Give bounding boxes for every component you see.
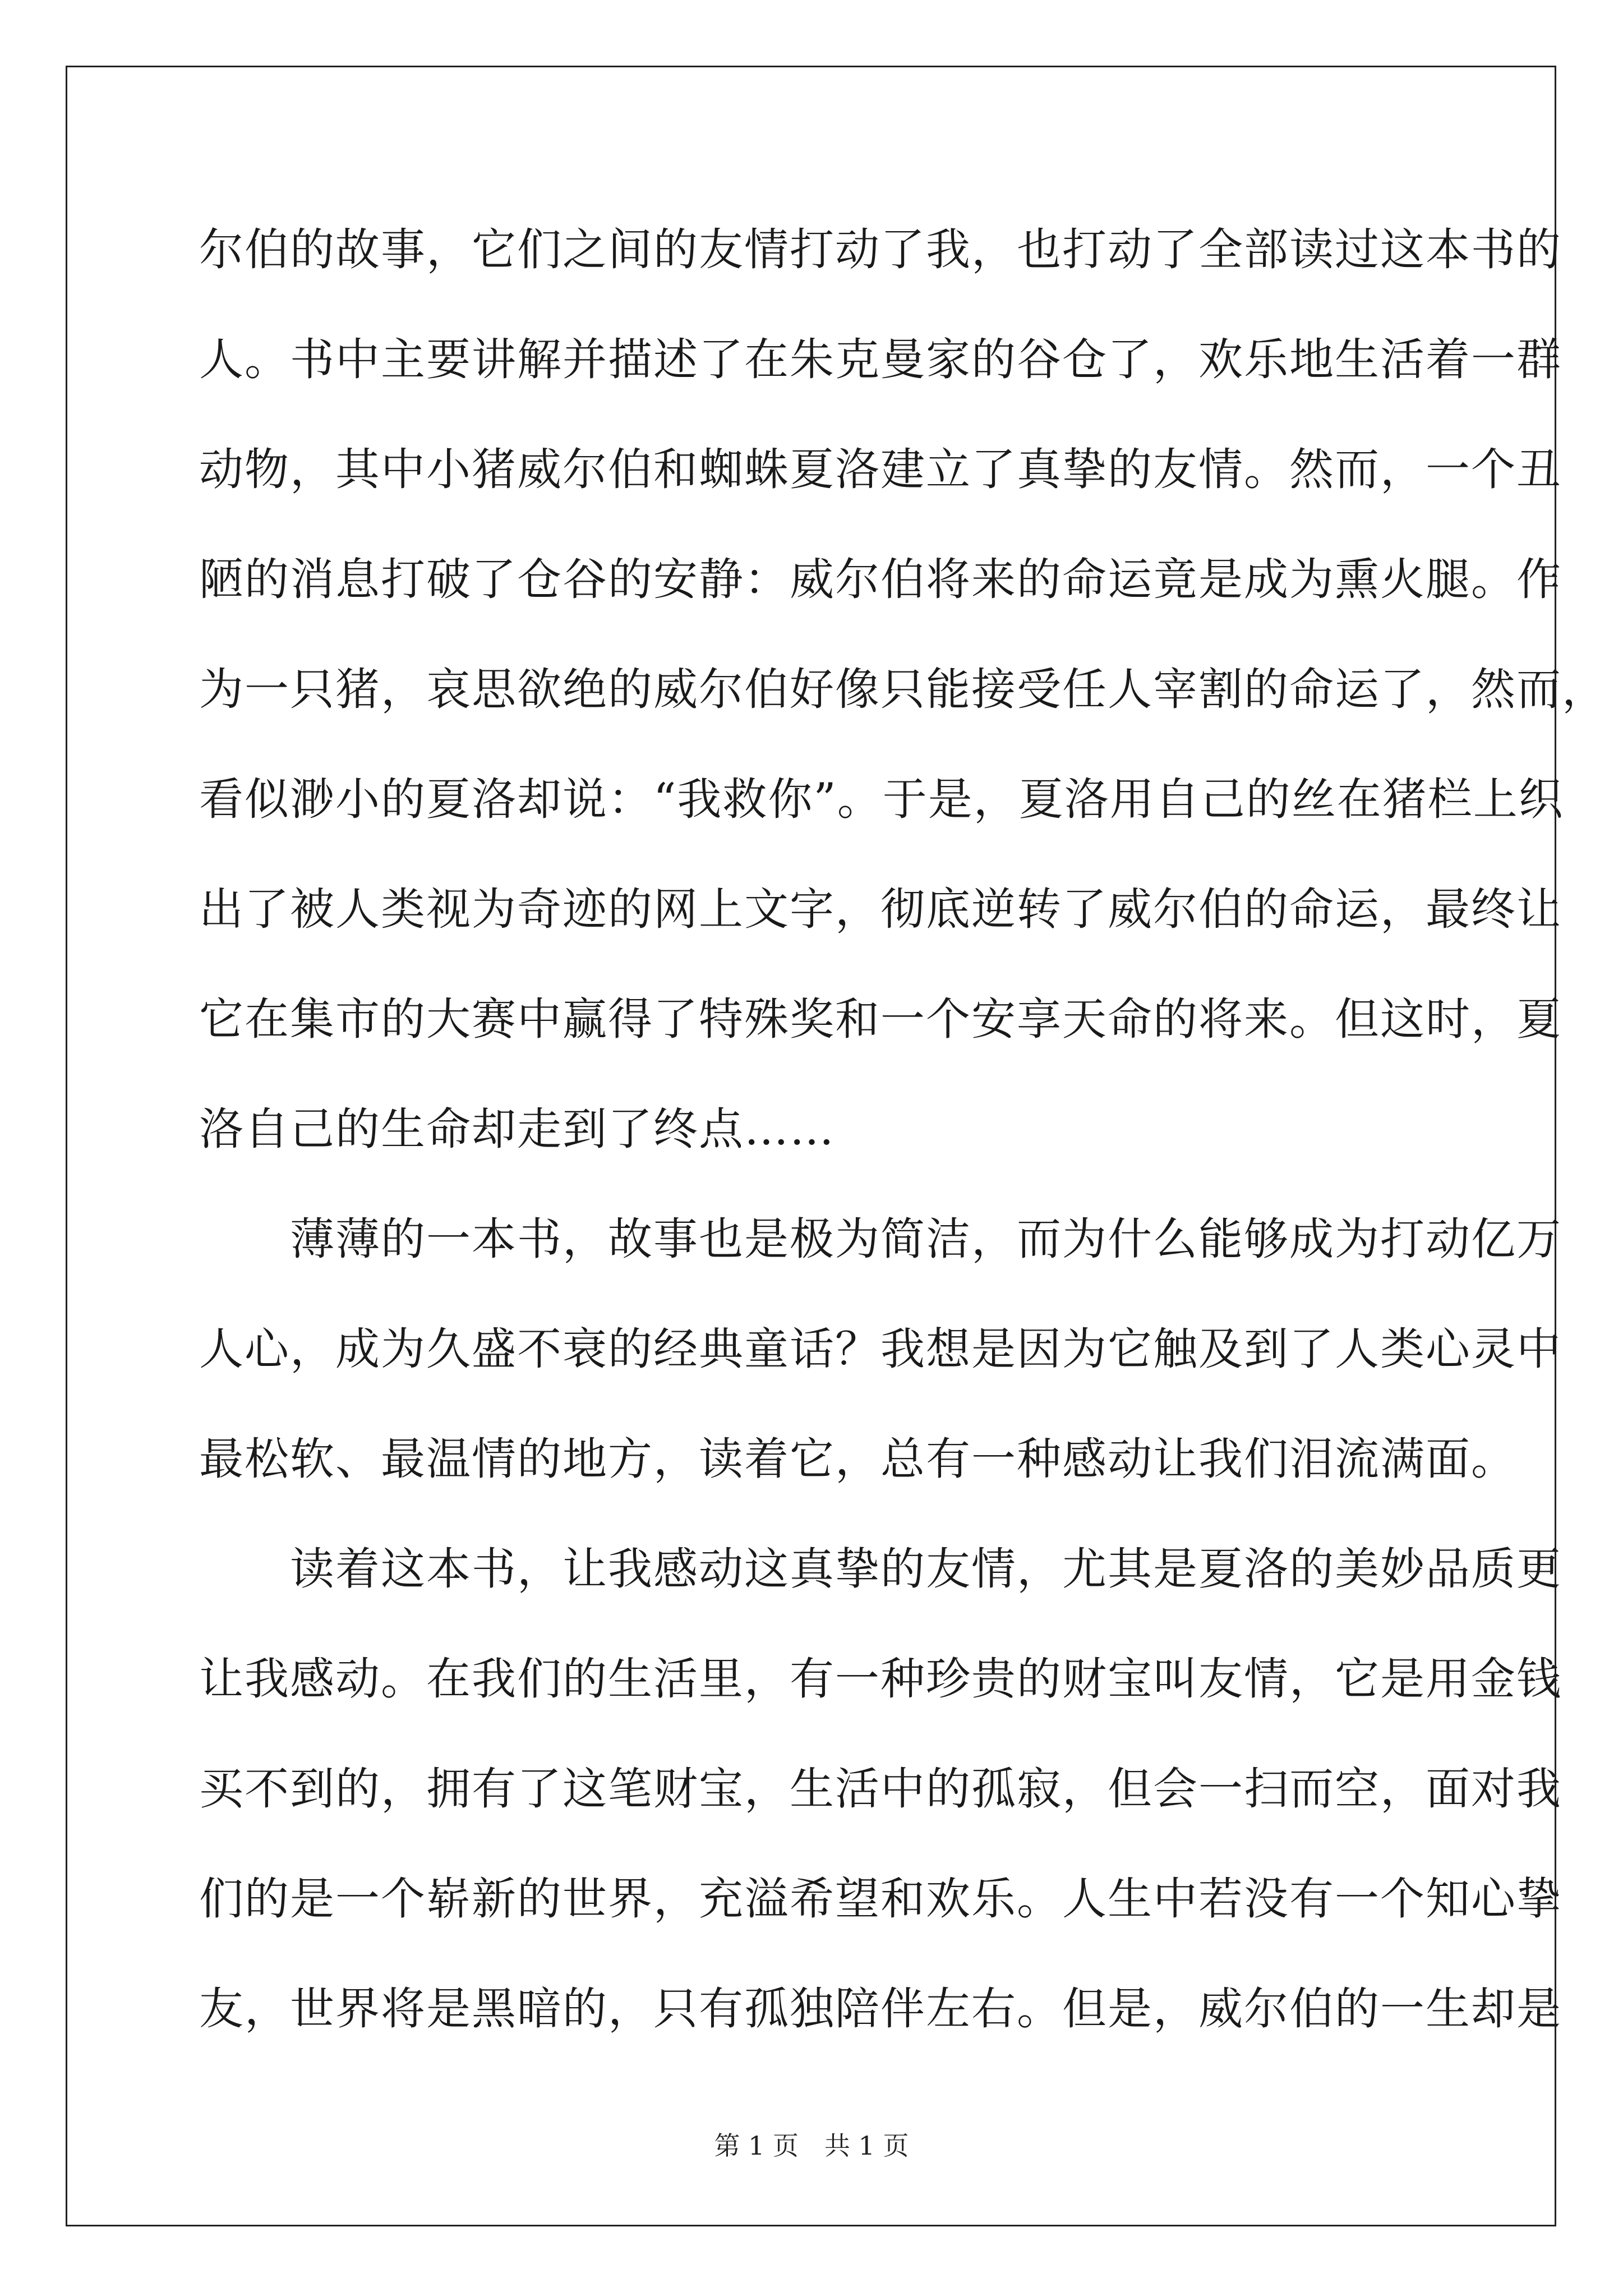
page-total: 共 1 页 xyxy=(824,2131,909,2161)
text-line: 人心，成为久盛不衰的经典童话？我想是因为它触及到了人类心灵中 xyxy=(199,1323,1562,1375)
text-line: 它在集市的大赛中赢得了特殊奖和一个安享天命的将来。但这时，夏 xyxy=(199,993,1562,1045)
text-line: 读着这本书，让我感动这真挚的友情，尤其是夏洛的美妙品质更 xyxy=(199,1543,1562,1595)
text-line: 让我感动。在我们的生活里，有一种珍贵的财宝叫友情，它是用金钱 xyxy=(199,1653,1562,1705)
text-line: 尔伯的故事，它们之间的友情打动了我，也打动了全部读过这本书的 xyxy=(199,224,1562,275)
page-number: 第 1 页 xyxy=(714,2131,799,2161)
text-line: 为一只猪，哀思欲绝的威尔伯好像只能接受任人宰割的命运了，然而， xyxy=(199,664,1607,715)
text-line: 薄薄的一本书，故事也是极为简洁，而为什么能够成为打动亿万 xyxy=(199,1213,1562,1265)
text-line: 出了被人类视为奇迹的网上文字，彻底逆转了威尔伯的命运，最终让 xyxy=(199,884,1562,935)
text-line: 洛自己的生命却走到了终点…… xyxy=(199,1103,835,1155)
text-line: 人。书中主要讲解并描述了在朱克曼家的谷仓了，欢乐地生活着一群 xyxy=(199,334,1562,385)
text-line: 买不到的，拥有了这笔财宝，生活中的孤寂，但会一扫而空，面对我 xyxy=(199,1763,1562,1815)
text-line: 动物，其中小猪威尔伯和蜘蛛夏洛建立了真挚的友情。然而，一个丑 xyxy=(199,444,1562,495)
text-line: 们的是一个崭新的世界，充溢希望和欢乐。人生中若没有一个知心挚 xyxy=(199,1873,1562,1925)
text-line: 看似渺小的夏洛却说：“我救你”。于是，夏洛用自己的丝在猪栏上织 xyxy=(199,774,1564,825)
page-footer xyxy=(0,2129,1623,2162)
document-body xyxy=(199,216,1607,2085)
text-line: 友，世界将是黑暗的，只有孤独陪伴左右。但是，威尔伯的一生却是 xyxy=(199,1983,1562,2035)
text-line: 最松软、最温情的地方，读着它，总有一种感动让我们泪流满面。 xyxy=(199,1433,1516,1485)
text-line: 陋的消息打破了仓谷的安静：威尔伯将来的命运竟是成为熏火腿。作 xyxy=(199,554,1562,605)
